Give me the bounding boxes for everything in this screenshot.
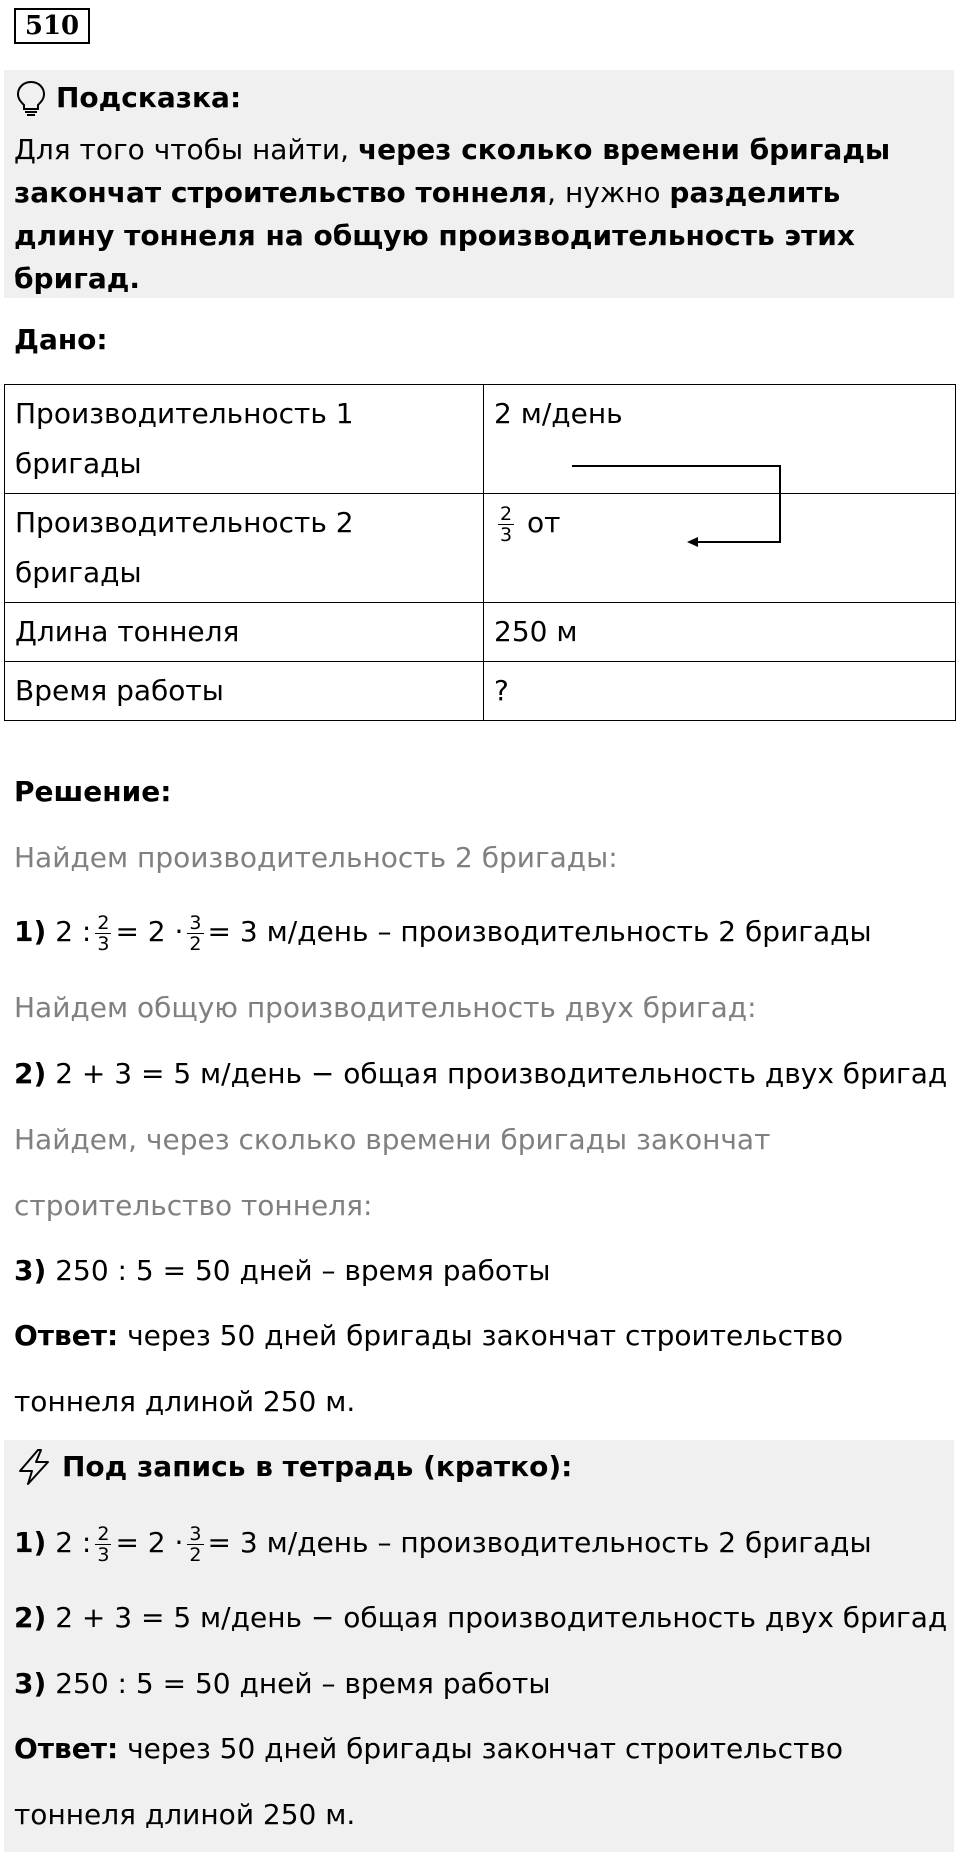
notebook-step-2 — [14, 1598, 947, 1638]
table-row — [5, 603, 956, 662]
table-cell-label: Длина тоннеля — [5, 603, 484, 662]
hint-text-part: Для того чтобы найти, — [14, 133, 358, 166]
step-text: 250 : 5 = 50 дней – время работы — [55, 1667, 551, 1700]
notebook-title-text: Под запись в тетрадь (кратко): — [62, 1450, 573, 1483]
fraction — [95, 1524, 111, 1565]
answer-continuation: тоннеля длиной 250 м. — [14, 1385, 356, 1418]
step-number: 1) — [14, 915, 47, 948]
fraction-numerator: 2 — [97, 911, 110, 934]
step-number: 2) — [14, 1601, 47, 1634]
productivity-1-value: 2 м/день — [494, 397, 623, 430]
expression-part: = 2 · — [115, 1526, 184, 1559]
table-row — [5, 662, 956, 721]
step-number: 3) — [14, 1254, 47, 1287]
relation-arrow — [560, 455, 810, 555]
table-cell-value: ? — [484, 662, 956, 721]
solution-comment: Найдем, через сколько времени бригады закончат — [14, 1123, 771, 1156]
step-text: 2 + 3 = 5 м/день − общая производительность двух бригад — [55, 1601, 948, 1634]
hint-text-part: , нужно — [547, 176, 670, 209]
answer-label: Ответ: — [14, 1732, 119, 1765]
notebook-title — [14, 1447, 572, 1487]
table-cell-label: Производительность 2 бригады — [5, 494, 484, 603]
solution-step-3 — [14, 1251, 550, 1291]
hint-text — [14, 128, 934, 300]
fraction-numerator: 3 — [189, 1522, 202, 1545]
expression-part: 2 : — [55, 915, 92, 948]
solution-comment: строительство тоннеля: — [14, 1189, 373, 1222]
relation-text: от — [527, 506, 561, 539]
table-row — [5, 494, 956, 603]
hint-title — [14, 78, 241, 118]
table-cell-label: Время работы — [5, 662, 484, 721]
lightbulb-icon — [14, 79, 48, 117]
fraction-denominator: 3 — [97, 932, 110, 955]
step-text: 2 + 3 = 5 м/день − общая производительность двух бригад — [55, 1057, 948, 1090]
notebook-answer-continuation: тоннеля длиной 250 м. — [14, 1798, 356, 1831]
fraction-numerator: 2 — [97, 1522, 110, 1545]
solution-step-2 — [14, 1054, 947, 1094]
step-number: 2) — [14, 1057, 47, 1090]
table-row — [5, 385, 956, 494]
fraction-denominator: 2 — [189, 1543, 202, 1566]
hint-title-text: Подсказка: — [56, 81, 242, 114]
fraction-denominator: 3 — [97, 1543, 110, 1566]
given-label: Дано: — [14, 323, 108, 356]
answer-label: Ответ: — [14, 1319, 119, 1352]
expression-part: = 3 м/день – производительность 2 бригады — [207, 1526, 872, 1559]
table-cell-value: 250 м — [484, 603, 956, 662]
hint-text-bold: через сколько времени бригады закончат строительство тоннеля — [14, 133, 891, 209]
fraction — [187, 913, 203, 954]
answer-text: через 50 дней бригады закончат строительство — [127, 1732, 844, 1765]
notebook-step-1 — [14, 1523, 872, 1565]
step-number: 3) — [14, 1667, 47, 1700]
fraction — [187, 1524, 203, 1565]
given-table — [4, 384, 956, 721]
expression-part: = 3 м/день – производительность 2 бригады — [207, 915, 872, 948]
answer — [14, 1316, 843, 1356]
step-text: 250 : 5 = 50 дней – время работы — [55, 1254, 551, 1287]
fraction — [498, 504, 514, 545]
solution-step-1 — [14, 912, 872, 954]
solution-label: Решение: — [14, 775, 172, 808]
notebook-panel — [4, 1440, 954, 1852]
expression-part: 2 : — [55, 1526, 92, 1559]
lightning-icon — [14, 1447, 54, 1487]
task-number: 510 — [14, 8, 90, 44]
hint-text-bold: разделить длину тоннеля на общую производительность этих бригад. — [14, 176, 855, 295]
notebook-answer — [14, 1729, 843, 1769]
answer-text: через 50 дней бригады закончат строительство — [127, 1319, 844, 1352]
fraction-denominator: 3 — [500, 523, 513, 546]
solution-comment: Найдем общую производительность двух бригад: — [14, 991, 757, 1024]
table-cell-label: Производительность 1 бригады — [5, 385, 484, 494]
solution-comment: Найдем производительность 2 бригады: — [14, 841, 618, 874]
fraction-numerator: 2 — [500, 502, 513, 525]
expression-part: = 2 · — [115, 915, 184, 948]
step-number: 1) — [14, 1526, 47, 1559]
fraction — [95, 913, 111, 954]
fraction-denominator: 2 — [189, 932, 202, 955]
notebook-step-3 — [14, 1664, 550, 1704]
fraction-numerator: 3 — [189, 911, 202, 934]
